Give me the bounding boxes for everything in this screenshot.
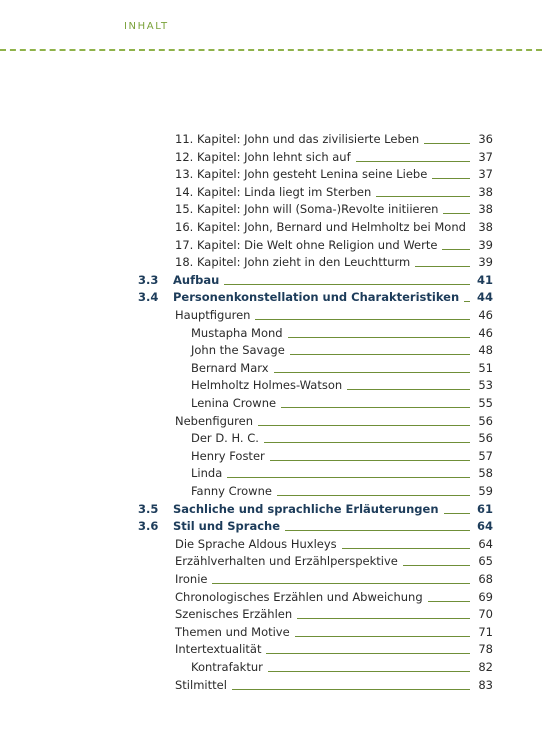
- toc-page-number: 82: [478, 660, 493, 674]
- toc-entry-title: Bernard Marx: [191, 360, 269, 375]
- toc-leader-line: [442, 249, 470, 250]
- toc-page-number: 83: [478, 677, 493, 692]
- toc-entry-title: Stil und Sprache: [173, 519, 281, 534]
- toc-leader-line: [432, 178, 470, 179]
- toc-section-number: 3.3: [138, 272, 159, 287]
- toc-entry[interactable]: [0, 500, 542, 518]
- toc-entry[interactable]: [0, 588, 542, 606]
- toc-entry-title: 18. Kapitel: John zieht in den Leuchtturm: [175, 255, 411, 270]
- toc-entry[interactable]: [0, 482, 542, 500]
- toc-entry-title: Mustapha Mond: [191, 325, 283, 340]
- toc-entry[interactable]: [0, 183, 542, 201]
- toc-page-number: 36: [478, 132, 493, 146]
- toc-page-number: 39: [478, 237, 493, 252]
- page-header-label: INHALT: [124, 21, 169, 32]
- toc-leader-line: [258, 425, 470, 426]
- toc-entry[interactable]: [0, 288, 542, 306]
- toc-leader-line: [415, 266, 470, 267]
- toc-entry-title: Der D. H. C.: [191, 431, 259, 446]
- toc-entry-title: Intertextualität: [175, 642, 262, 657]
- toc-entry-title: 16. Kapitel: John, Bernard und Helmholtz bei Mond: [175, 220, 466, 234]
- toc-section-number: 3.6: [138, 519, 159, 534]
- toc-page-number: 41: [476, 272, 493, 287]
- toc-entry[interactable]: [0, 165, 542, 183]
- toc-entry[interactable]: [0, 623, 542, 641]
- toc-page-number: 64: [476, 519, 493, 534]
- toc-entry-title: Sachliche und sprachliche Erläuterungen: [173, 501, 439, 516]
- toc-leader-line: [268, 671, 470, 672]
- toc-page-number: 71: [478, 624, 493, 639]
- toc-leader-line: [255, 319, 470, 320]
- toc-page-number: 56: [478, 413, 493, 428]
- toc-page-number: 39: [478, 255, 493, 270]
- toc-page-number: 64: [478, 536, 493, 551]
- toc-leader-line: [295, 636, 470, 637]
- toc-entry[interactable]: [0, 535, 542, 553]
- toc-entry[interactable]: [0, 517, 542, 535]
- toc-page-number: 68: [478, 572, 493, 586]
- toc-leader-line: [403, 565, 470, 566]
- toc-entry[interactable]: [0, 570, 542, 588]
- toc-entry[interactable]: [0, 640, 542, 658]
- toc-page-number: 51: [478, 360, 493, 375]
- toc-leader-line: [342, 548, 470, 549]
- toc-entry-title: Szenisches Erzählen: [175, 607, 293, 622]
- toc-entry-title: Hauptfiguren: [175, 308, 251, 322]
- toc-entry[interactable]: [0, 429, 542, 447]
- toc-entry[interactable]: [0, 236, 542, 254]
- toc-entry-title: Stilmittel: [175, 677, 227, 692]
- toc-entry[interactable]: [0, 359, 542, 377]
- toc-page-number: 58: [478, 466, 493, 481]
- toc-page-number: 38: [478, 220, 493, 234]
- toc-page-number: 38: [478, 202, 493, 217]
- toc-entry-title: Themen und Motive: [175, 624, 290, 639]
- toc-page-number: 65: [478, 554, 493, 569]
- toc-entry-title: 15. Kapitel: John will (Soma-)Revolte initiieren: [175, 202, 439, 217]
- toc-section-number: 3.4: [138, 290, 159, 305]
- toc-page-number: 69: [478, 589, 493, 604]
- toc-leader-line: [270, 460, 470, 461]
- toc-leader-line: [277, 495, 470, 496]
- toc-leader-line: [227, 477, 470, 478]
- toc-entry[interactable]: [0, 552, 542, 570]
- toc-leader-line: [356, 161, 470, 162]
- toc-page-number: 56: [478, 431, 493, 446]
- toc-entry[interactable]: [0, 306, 542, 324]
- toc-page-number: 53: [478, 378, 493, 393]
- toc-leader-line: [224, 284, 470, 285]
- toc-page-number: 38: [478, 184, 493, 199]
- toc-entry-title: Die Sprache Aldous Huxleys: [175, 536, 337, 551]
- toc-entry-title: Ironie: [175, 572, 208, 586]
- toc-entry-title: Linda: [191, 466, 223, 481]
- toc-page-number: 37: [478, 149, 493, 164]
- toc-leader-line: [290, 354, 470, 355]
- toc-entry[interactable]: [0, 676, 542, 694]
- toc-leader-line: [376, 196, 470, 197]
- toc-leader-line: [212, 583, 470, 584]
- toc-page-number: 44: [476, 290, 493, 305]
- toc-page-number: 70: [478, 607, 493, 622]
- toc-entry-title: Lenina Crowne: [191, 396, 277, 410]
- toc-entry[interactable]: [0, 412, 542, 430]
- toc-page-number: 48: [478, 343, 493, 358]
- toc-entry[interactable]: [0, 341, 542, 359]
- toc-entry[interactable]: [0, 658, 542, 676]
- toc-page-number: 55: [478, 396, 493, 410]
- toc-leader-line: [288, 337, 470, 338]
- toc-page-number: 46: [478, 325, 493, 340]
- toc-leader-line: [264, 442, 470, 443]
- toc-entry-title: Kontrafaktur: [191, 660, 263, 674]
- toc-entry[interactable]: [0, 447, 542, 465]
- toc-leader-line: [424, 143, 470, 144]
- toc-entry-title: Aufbau: [173, 272, 220, 287]
- toc-page-number: 61: [476, 501, 493, 516]
- toc-leader-line: [281, 407, 470, 408]
- toc-entry-title: Personenkonstellation und Charakteristiken: [173, 290, 460, 305]
- toc-entry[interactable]: [0, 271, 542, 289]
- toc-entry-title: Nebenfiguren: [175, 413, 254, 428]
- toc-entry[interactable]: [0, 218, 542, 236]
- toc-entry-title: 17. Kapitel: Die Welt ohne Religion und Werte: [175, 237, 438, 252]
- toc-entry-title: 12. Kapitel: John lehnt sich auf: [175, 149, 351, 164]
- toc-entry-title: Fanny Crowne: [191, 484, 272, 498]
- toc-leader-line: [232, 689, 470, 690]
- toc-entry-title: 13. Kapitel: John gesteht Lenina seine Liebe: [175, 167, 428, 182]
- toc-entry[interactable]: [0, 148, 542, 166]
- toc-leader-line: [443, 213, 470, 214]
- header-dashed-rule: [0, 49, 542, 51]
- toc-entry[interactable]: [0, 253, 542, 271]
- toc-leader-line: [266, 653, 470, 654]
- toc-page-number: 37: [478, 167, 493, 182]
- toc-entry[interactable]: [0, 464, 542, 482]
- toc-entry-title: Chronologisches Erzählen und Abweichung: [175, 589, 423, 604]
- toc-leader-line: [274, 372, 470, 373]
- toc-page-number: 78: [478, 642, 493, 657]
- toc-page-number: 59: [478, 484, 493, 498]
- toc-leader-line: [297, 618, 470, 619]
- toc-leader-line: [347, 389, 470, 390]
- toc-entry-title: 14. Kapitel: Linda liegt im Sterben: [175, 184, 372, 199]
- toc-entry-title: Erzählverhalten und Erzählperspektive: [175, 554, 398, 569]
- toc-entry[interactable]: [0, 376, 542, 394]
- toc-page-number: 46: [478, 308, 493, 322]
- toc-leader-line: [464, 301, 470, 302]
- toc-entry[interactable]: [0, 200, 542, 218]
- toc-entry[interactable]: [0, 324, 542, 342]
- toc-entry-title: Helmholtz Holmes-Watson: [191, 378, 343, 393]
- toc-entry[interactable]: [0, 130, 542, 148]
- toc-leader-line: [285, 530, 470, 531]
- toc-entry-title: Henry Foster: [191, 448, 265, 463]
- toc-page-number: 57: [478, 448, 493, 463]
- toc-entry[interactable]: [0, 394, 542, 412]
- toc-leader-line: [444, 513, 470, 514]
- toc-entry-title: John the Savage: [191, 343, 285, 358]
- toc-section-number: 3.5: [138, 501, 159, 516]
- toc-leader-line: [428, 601, 470, 602]
- toc-entry-title: 11. Kapitel: John und das zivilisierte Leben: [175, 132, 420, 146]
- toc-entry[interactable]: [0, 605, 542, 623]
